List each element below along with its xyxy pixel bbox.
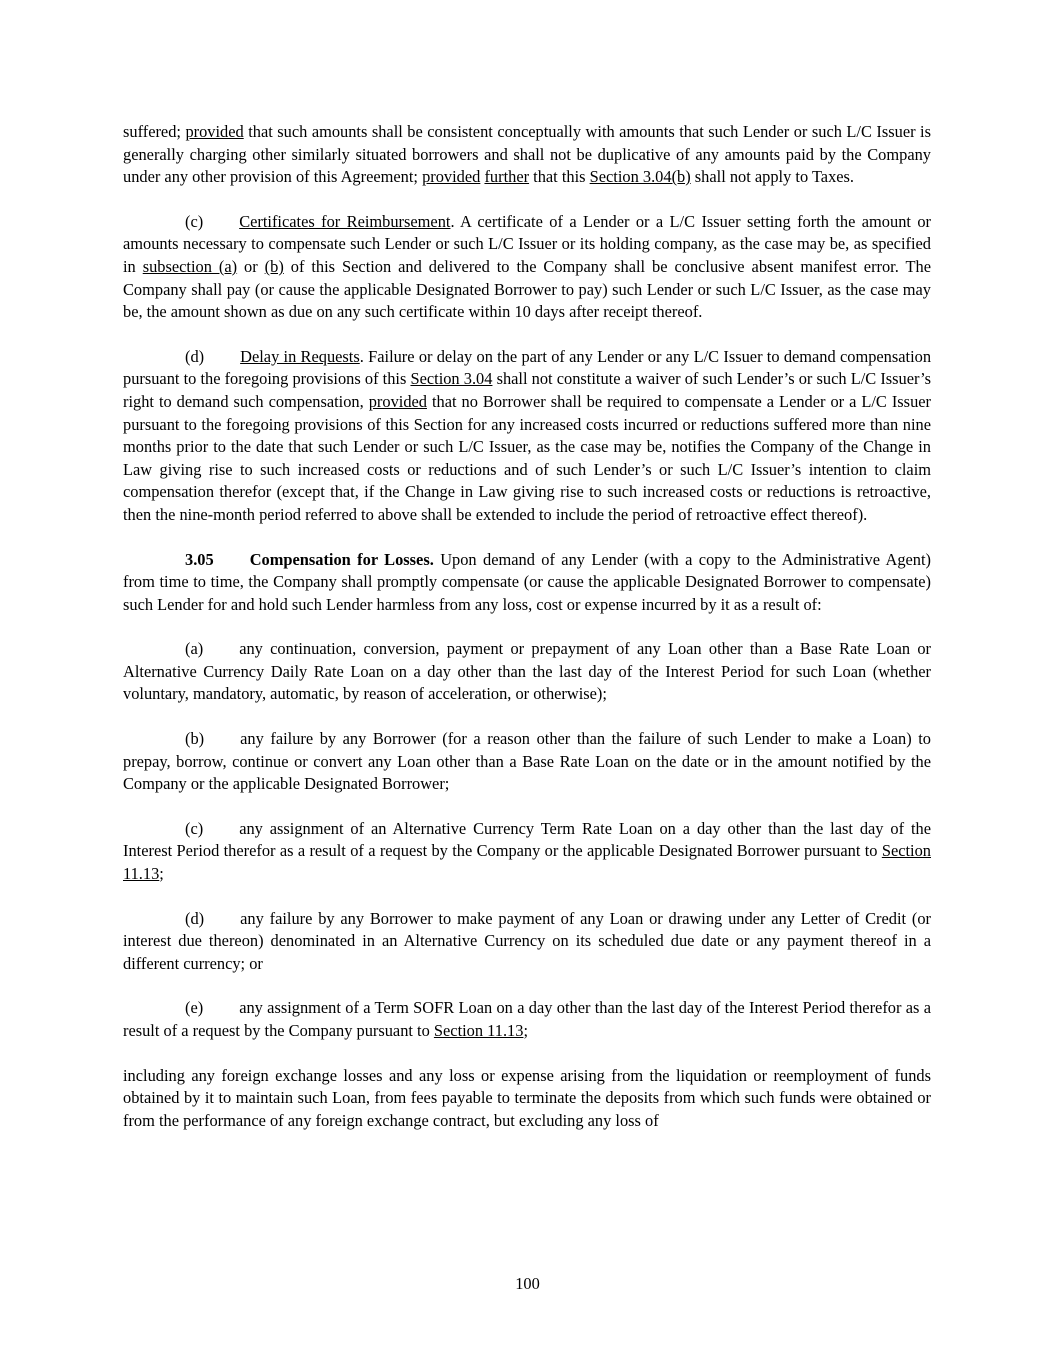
tab-spacer	[203, 638, 239, 661]
underlined-text: further	[484, 167, 530, 187]
tab-spacer	[203, 997, 239, 1020]
underlined-text: (b)	[264, 256, 284, 276]
page-number: 100	[515, 1274, 540, 1293]
paragraph-section-3-05-compensation-for-losses	[123, 549, 931, 617]
underlined-text: subsection (a)	[142, 256, 238, 276]
text-run: (c)	[185, 818, 204, 838]
underlined-text: Section 11.13	[123, 841, 931, 884]
text-run: (e)	[185, 998, 204, 1018]
text-run: or	[237, 256, 265, 276]
text-run: ;	[159, 864, 164, 884]
text-run: shall not apply to Taxes.	[690, 167, 855, 187]
bold-text: Compensation for Losses.	[249, 549, 434, 569]
paragraph-clause-b	[123, 728, 931, 796]
text-run: that this	[529, 167, 590, 187]
text-run: suffered;	[123, 122, 186, 141]
text-run: any continuation, conversion, payment or prepayment of any Loan other than a Base Rate Loan or Alternative Currency Daily Rate Loan on a day other than the last day of the Interest Period for such Loan (whether voluntary, mandatory, automatic, by reason of acceleration, or otherwise);	[123, 639, 931, 704]
underlined-text: Section 3.04(b)	[589, 167, 691, 187]
underlined-text: provided	[185, 122, 244, 141]
paragraph-continuation	[123, 121, 931, 189]
tab-spacer	[203, 211, 239, 234]
underlined-text: provided	[422, 167, 481, 187]
text-run: (a)	[185, 639, 204, 659]
bold-text: 3.05	[185, 549, 214, 569]
document-body	[123, 121, 931, 1132]
paragraph-closing	[123, 1065, 931, 1133]
text-run: (d)	[185, 908, 205, 928]
text-run: . Failure or delay on the part of any Lender or any L/C Issuer to demand compensation pursuant to the foregoing provisions of this	[123, 346, 932, 389]
text-run: . A certificate of a Lender or a L/C Issuer setting forth the amount or amounts necessary to compensate such Lender or such L/C Issuer or its holding company, as the case may be, as specified in	[123, 211, 931, 276]
paragraph-clause-d-failure-payment	[123, 908, 931, 976]
paragraph-clause-a	[123, 638, 931, 706]
text-run: any failure by any Borrower to make payment of any Loan or drawing under any Letter of Credit (or interest due thereon) denominated in an Alternative Currency on its scheduled due date or any payment thereof in a different currency; or	[123, 908, 931, 973]
tab-spacer	[204, 728, 240, 751]
underlined-text: Section 11.13	[433, 1021, 524, 1040]
paragraph-clause-d-delay-in-requests	[123, 346, 931, 527]
tab-spacer	[203, 818, 239, 841]
text-run: including any foreign exchange losses and any loss or expense arising from the liquidation or reemployment of funds obtained by it to maintain such Loan, from fees payable to terminate the deposits from which such funds were obtained or from the performance of any foreign exchange contract, but excluding any loss of	[123, 1065, 931, 1130]
tab-spacer	[204, 346, 240, 369]
text-run: Upon demand of any Lender (with a copy to the Administrative Agent) from time to time, the Company shall promptly compensate (or cause the applicable Designated Borrower to compensate) such Lender for and hold such Lender harmless from any loss, cost or expense incurred by it as a result of:	[123, 549, 931, 614]
text-run: shall not constitute a waiver of such Lender’s or such L/C Issuer’s right to demand such compensation,	[123, 369, 932, 411]
paragraph-clause-c-certificates	[123, 211, 931, 324]
underlined-text: Delay in Requests	[240, 346, 360, 366]
text-run: any failure by any Borrower (for a reason other than the failure of such Lender to make a Loan) to prepay, borrow, continue or convert any Loan other than a Base Rate Loan on the date or in the amount notified by the Company or the applicable Designated Borrower;	[123, 729, 931, 794]
text-run: ;	[523, 1021, 529, 1040]
tab-spacer	[214, 549, 250, 572]
text-run: (d)	[185, 346, 205, 366]
text-run: that no Borrower shall be required to compensate a Lender or a L/C Issuer pursuant to the foregoing provisions of this Section for any increased costs incurred or reductions suffered more than nine months prior to the date that such Lender or such L/C Issuer, as the case may be, notifies the Company of the Change in Law giving rise to such increased costs or reductions and of such Lender’s or such L/C Issuer’s intention to claim compensation therefor (except that, if the Change in Law giving rise to such increased costs or reductions is retroactive, then the nine-month period referred to above shall be extended to include the period of retroactive effect thereof).	[123, 391, 931, 524]
paragraph-clause-c-assignment	[123, 818, 931, 886]
text-run: of this Section and delivered to the Company shall be conclusive absent manifest error. The Company shall pay (or cause the applicable Designated Borrower to pay) such Lender or such L/C Issuer, as the case may be, the amount shown as due on any such certificate within 10 days after receipt thereof.	[123, 256, 931, 322]
underlined-text: provided	[368, 391, 427, 411]
paragraph-clause-e	[123, 997, 931, 1042]
text-run: any assignment of a Term SOFR Loan on a day other than the last day of the Interest Period therefor as a result of a request by the Company pursuant to	[123, 998, 931, 1040]
text-run: any assignment of an Alternative Currency Term Rate Loan on a day other than the last day of the Interest Period therefor as a result of a request by the Company or the applicable Designated Borrower pursuant to	[123, 818, 931, 861]
text-run: (b)	[185, 729, 205, 749]
underlined-text: Section 3.04	[410, 369, 493, 389]
underlined-text: Certificates for Reimbursement	[239, 211, 451, 231]
text-run: (c)	[185, 211, 204, 231]
page-footer	[0, 1274, 1055, 1294]
text-run: that such amounts shall be consistent conceptually with amounts that such Lender or such L/C Issuer is generally charging other similarly situated borrowers and shall not be duplicative of any amounts paid by the Company under any other provision of this Agreement;	[123, 122, 931, 187]
tab-spacer	[204, 908, 240, 931]
